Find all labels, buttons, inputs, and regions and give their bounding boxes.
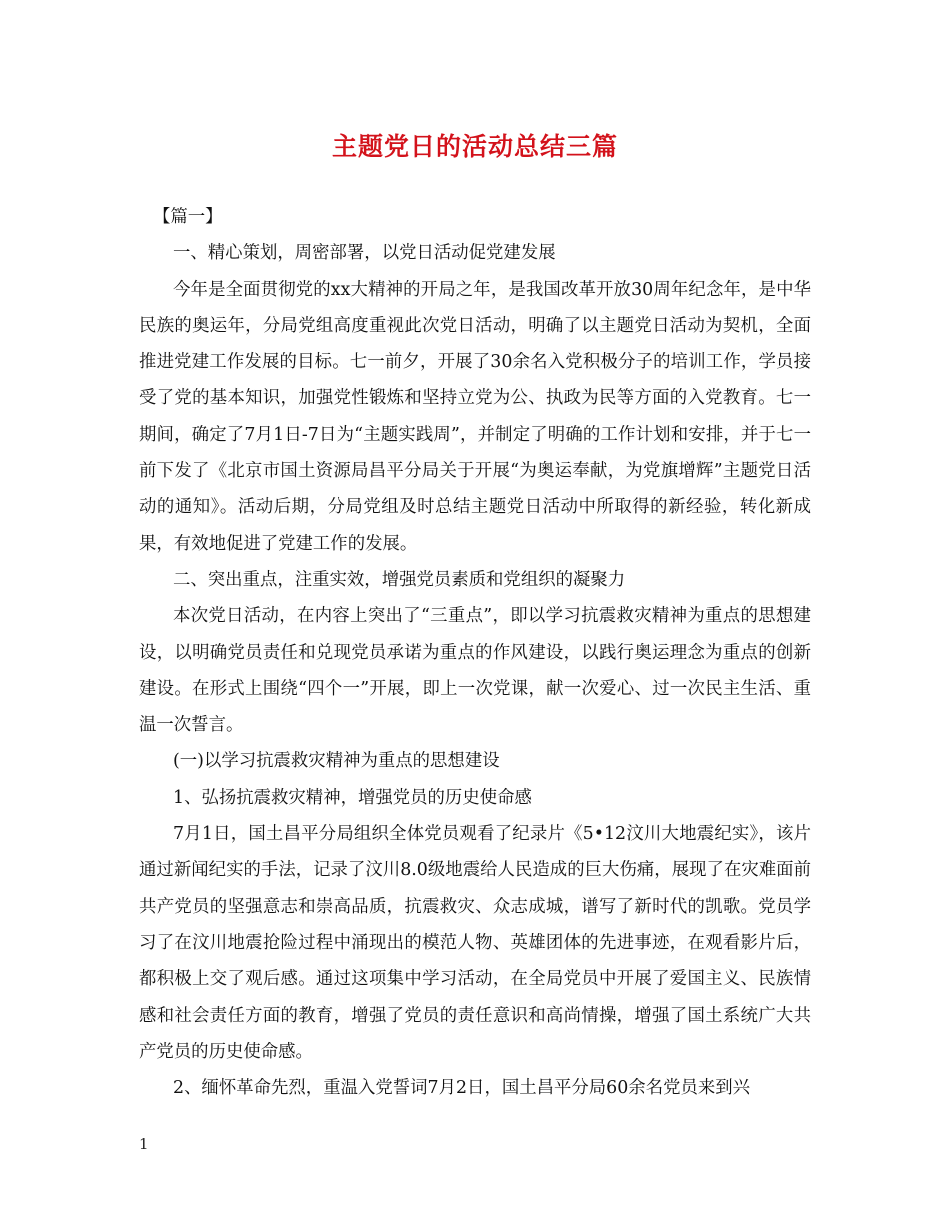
subsection-heading: 1、弘扬抗震救灾精神，增强党员的历史使命感 <box>173 787 532 808</box>
section-label: 【篇一】 <box>153 207 223 227</box>
page-number: 1 <box>139 1135 149 1153</box>
document-body <box>139 199 811 1106</box>
document-title: 主题党日的活动总结三篇 <box>331 132 618 161</box>
body-paragraph: 2、缅怀革命先烈，重温入党誓词7月2日，国土昌平分局60余名党员来到兴 <box>173 1078 751 1099</box>
section-heading: 二、突出重点，注重实效，增强党员素质和党组织的凝聚力 <box>173 569 626 590</box>
section-heading: 一、精心策划，周密部署，以党日活动促党建发展 <box>173 243 556 264</box>
body-paragraph: 今年是全面贯彻党的xx大精神的开局之年，是我国改革开放30周年纪念年，是中华民族的奥运年，分局党组高度重视此次党日活动，明确了以主题党日活动为契机，全面推进党建工作发展的目标。七一前夕，开展了30余名入党积极分子的培训工作，学员接受了党的基本知识，加强党性锻炼和坚持立党为公、执政为民等方面的入党教育。七一期间，确定了7月1日-7日为“主题实践周”，并制定了明确的工作计划和安排，并于七一前下发了《北京市国土资源局昌平分局关于开展“为奥运奉献，为党旗增辉”主题党日活动的通知》。活动后期，分局党组及时总结主题党日活动中所取得的新经验，转化新成果，有效地促进了党建工作的发展。 <box>139 279 811 554</box>
body-paragraph: 7月1日，国土昌平分局组织全体党员观看了纪录片《5•12汶川大地震纪实》，该片通过新闻纪实的手法，记录了汶川8.0级地震给人民造成的巨大伤痛，展现了在灾难面前共产党员的坚强意志和崇高品质，抗震救灾、众志成城，谱写了新时代的凯歌。党员学习了在汶川地震抢险过程中涌现出的模范人物、英雄团体的先进事迹，在观看影片后，都积极上交了观后感。通过这项集中学习活动，在全局党员中开展了爱国主义、民族情感和社会责任方面的教育，增强了党员的责任意识和高尚情操，增强了国土系统广大共产党员的历史使命感。 <box>139 824 811 1062</box>
body-paragraph: 本次党日活动，在内容上突出了“三重点”，即以学习抗震救灾精神为重点的思想建设，以明确党员责任和兑现党员承诺为重点的作风建设，以践行奥运理念为重点的创新建设。在形式上围绕“四个一”开展，即上一次党课，献一次爱心、过一次民主生活、重温一次誓言。 <box>139 606 811 736</box>
subsection-heading: (一)以学习抗震救灾精神为重点的思想建设 <box>173 751 500 772</box>
